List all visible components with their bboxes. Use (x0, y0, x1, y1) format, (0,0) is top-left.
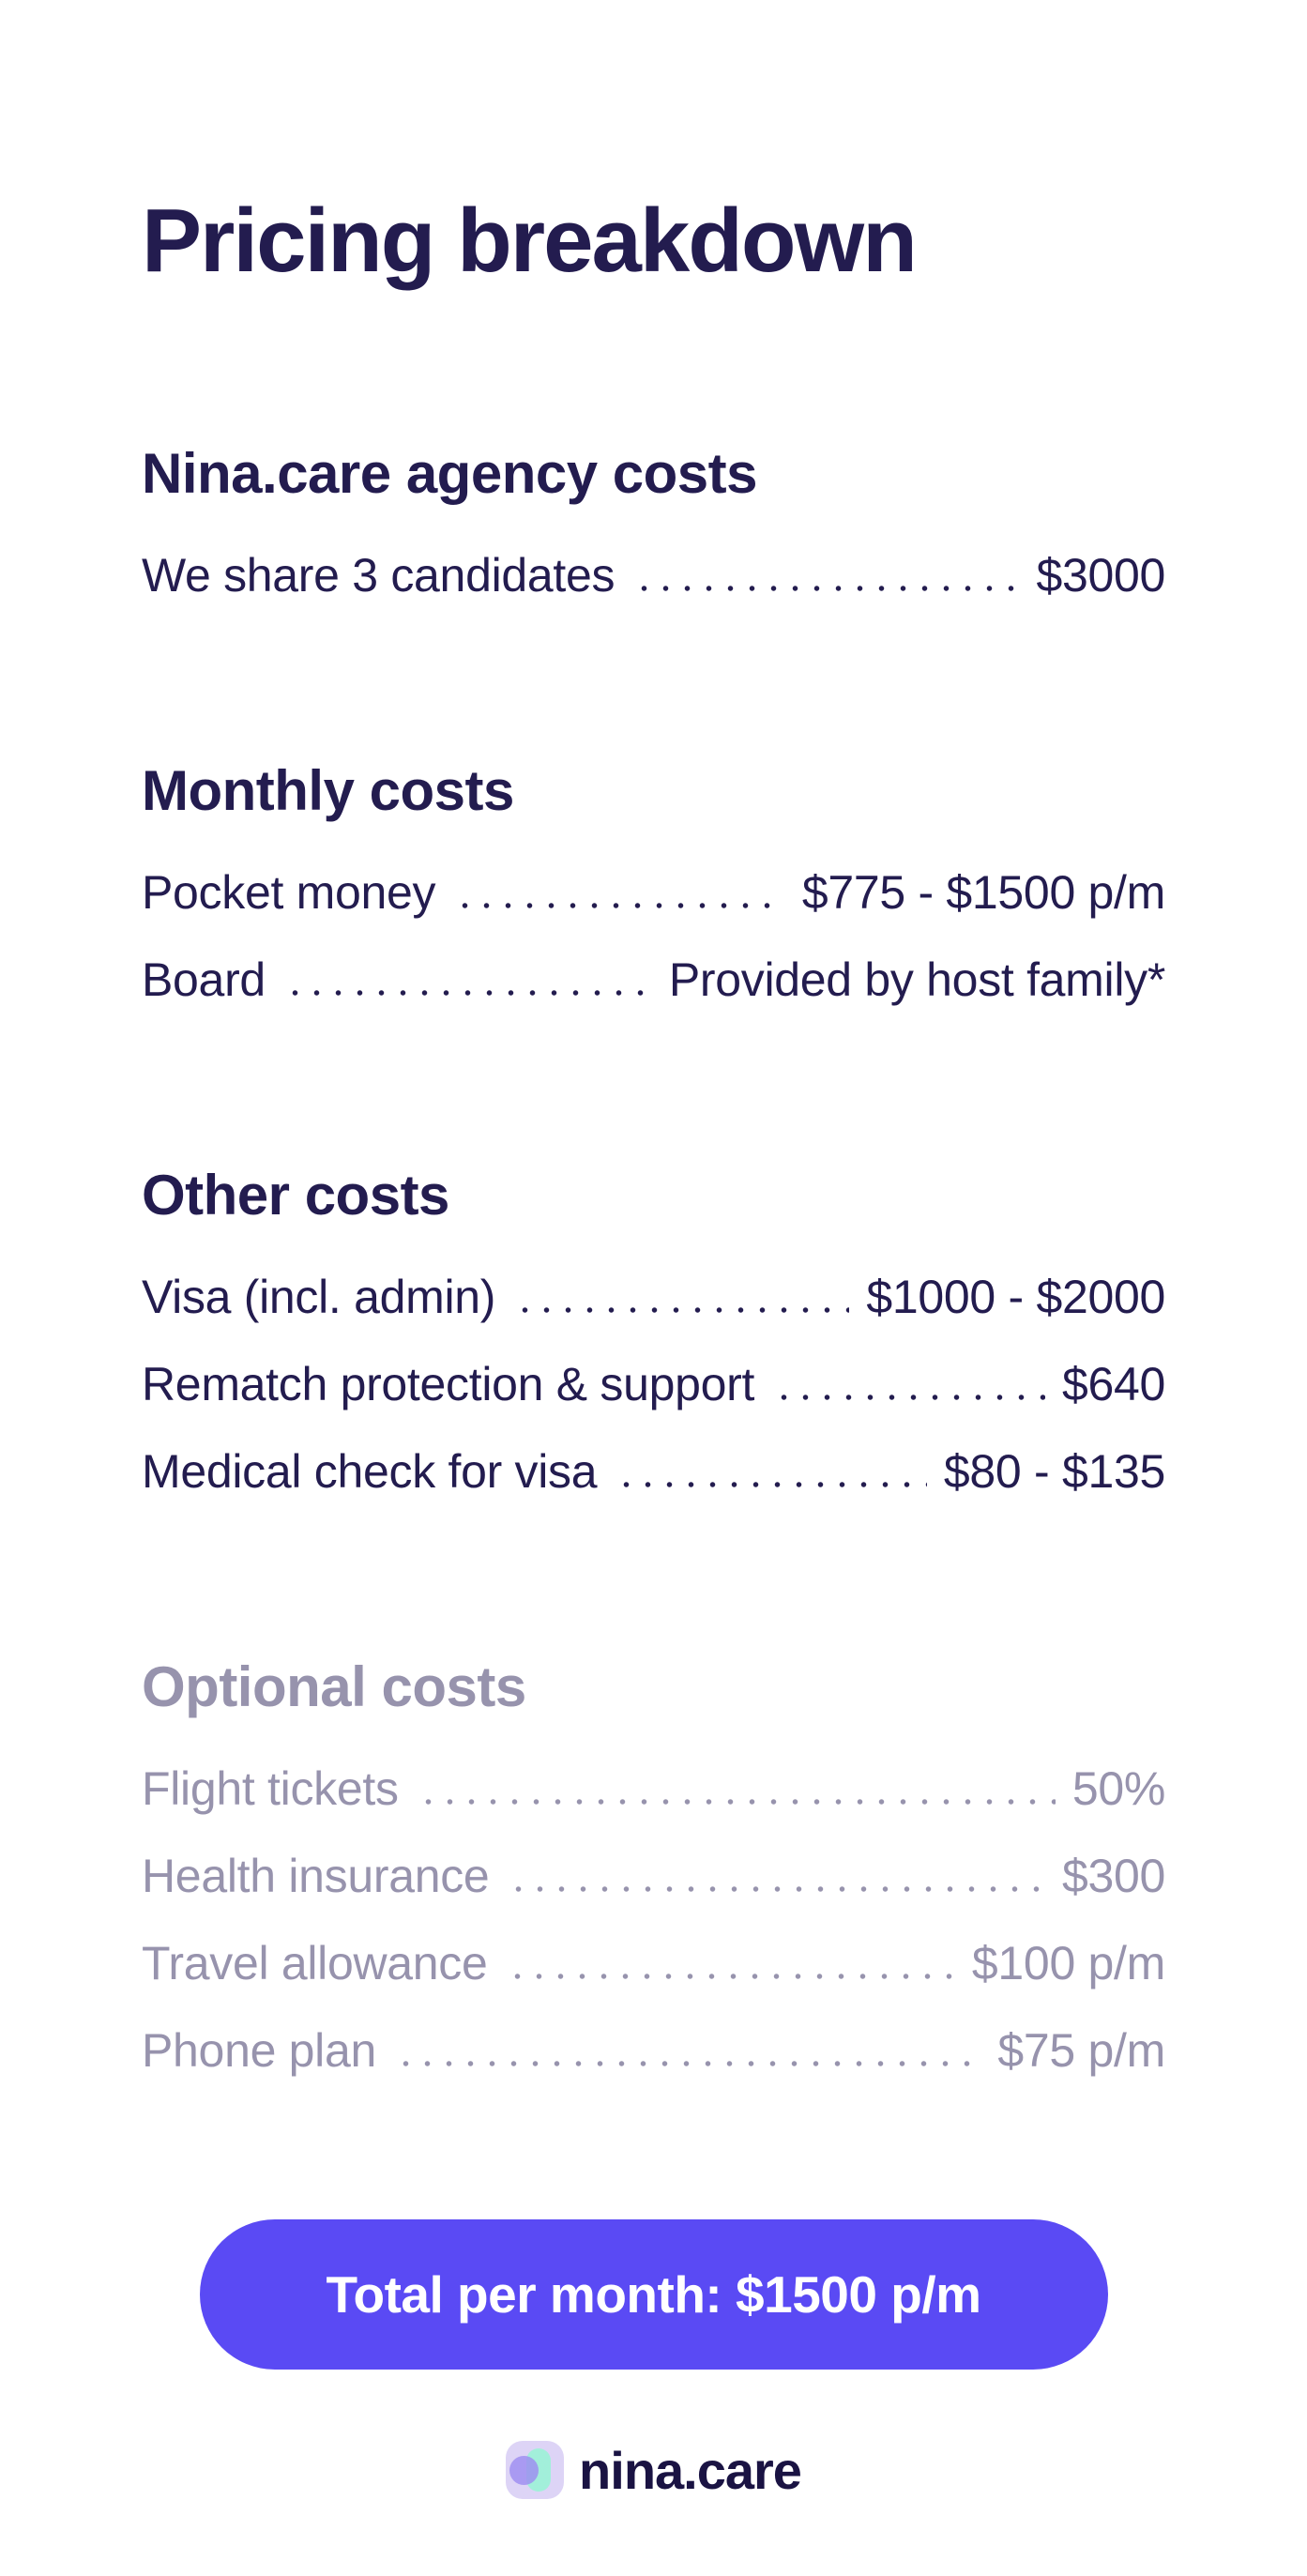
section-heading: Optional costs (142, 1654, 526, 1718)
total-per-month-button[interactable] (200, 2219, 1108, 2370)
cost-value: Provided by host family* (668, 953, 1165, 1006)
nina-care-logo-icon (506, 2441, 564, 2499)
cost-row (142, 1269, 1165, 1325)
dotted-leader (454, 903, 785, 908)
cost-row (142, 1848, 1165, 1904)
section-optional-costs (142, 1654, 1165, 2079)
cost-label: We share 3 candidates (142, 548, 616, 602)
cost-value: $100 p/m (971, 1936, 1165, 1989)
dotted-leader (507, 1974, 955, 1979)
dotted-leader (508, 1886, 1045, 1892)
cost-label: Board (142, 953, 266, 1006)
dotted-leader (773, 1395, 1045, 1400)
cost-row (142, 1443, 1165, 1500)
section-monthly-costs (142, 758, 1165, 1008)
cost-value: $640 (1061, 1357, 1165, 1410)
page-title: Pricing breakdown (142, 191, 916, 292)
section-agency-costs (142, 441, 1165, 603)
cost-value: $1000 - $2000 (866, 1270, 1165, 1323)
cost-label: Rematch protection & support (142, 1357, 755, 1410)
cost-label: Flight tickets (142, 1761, 399, 1815)
cost-row (142, 952, 1165, 1008)
cost-value: $80 - $135 (943, 1444, 1165, 1498)
cost-row (142, 547, 1165, 603)
dotted-leader (284, 990, 652, 996)
cost-row (142, 1356, 1165, 1412)
section-heading: Other costs (142, 1163, 449, 1227)
dotted-leader (616, 1482, 927, 1487)
brand-name: nina.care (579, 2440, 801, 2500)
dotted-leader (514, 1307, 849, 1313)
cost-label: Medical check for visa (142, 1444, 598, 1498)
cost-label: Pocket money (142, 865, 436, 919)
cost-row (142, 1935, 1165, 1991)
cost-label: Travel allowance (142, 1936, 488, 1989)
cost-value: $75 p/m (997, 2023, 1165, 2077)
cost-row (142, 864, 1165, 921)
section-heading: Monthly costs (142, 758, 514, 822)
dotted-leader (633, 586, 1019, 591)
cost-label: Visa (incl. admin) (142, 1270, 496, 1323)
cost-row (142, 1761, 1165, 1817)
cost-label: Phone plan (142, 2023, 377, 2077)
section-heading: Nina.care agency costs (142, 441, 758, 505)
cost-value: 50% (1071, 1761, 1165, 1815)
cost-label: Health insurance (142, 1849, 490, 1902)
cost-value: $775 - $1500 p/m (801, 865, 1165, 919)
brand-logo (142, 2440, 1165, 2501)
dotted-leader (395, 2061, 980, 2066)
cost-value: $300 (1061, 1849, 1165, 1902)
dotted-leader (418, 1799, 1056, 1805)
total-button-label: Total per month: $1500 p/m (326, 2264, 981, 2324)
cost-row (142, 2022, 1165, 2079)
cost-value: $3000 (1036, 548, 1165, 602)
section-other-costs (142, 1163, 1165, 1500)
